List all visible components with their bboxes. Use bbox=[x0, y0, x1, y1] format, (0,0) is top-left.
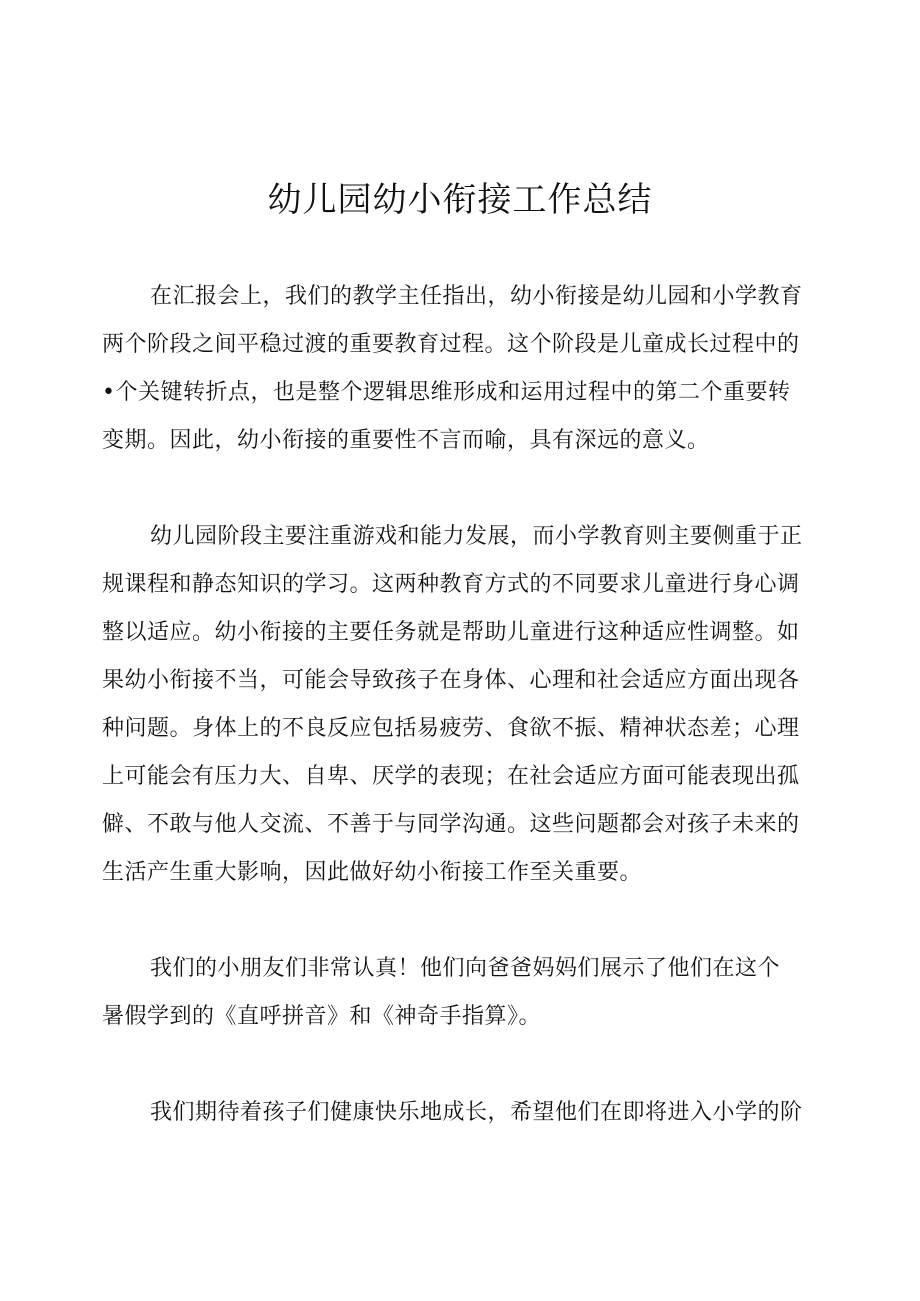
paragraph-line: 在汇报会上，我们的教学主任指出，幼小衔接是幼儿园和小学教育 bbox=[150, 284, 803, 309]
paragraph-line: 整以适应。幼小衔接的主要任务就是帮助儿童进行这种适应性调整。如 bbox=[102, 620, 800, 645]
paragraph-line: 上可能会有压力大、自卑、厌学的表现；在社会适应方面可能表现出孤 bbox=[102, 764, 800, 789]
paragraph-line: 我们期待着孩子们健康快乐地成长，希望他们在即将进入小学的阶 bbox=[150, 1100, 803, 1125]
paragraph-line: 幼儿园阶段主要注重游戏和能力发展，而小学教育则主要侧重于正 bbox=[150, 524, 803, 549]
paragraph-line: 我们的小朋友们非常认真！他们向爸爸妈妈们展示了他们在这个 bbox=[150, 956, 781, 981]
paragraph-line: 僻、不敢与他人交流、不善于与同学沟通。这些问题都会对孩子未来的 bbox=[102, 812, 800, 837]
paragraph-line: 果幼小衔接不当，可能会导致孩子在身体、心理和社会适应方面出现各 bbox=[102, 668, 800, 693]
paragraph-line: 暑假学到的《直呼拼音》和《神奇手指算》。 bbox=[102, 1004, 542, 1029]
paragraph-line: 两个阶段之间平稳过渡的重要教育过程。这个阶段是儿童成长过程中的 bbox=[102, 332, 800, 357]
paragraph-line: 生活产生重大影响，因此做好幼小衔接工作至关重要。 bbox=[102, 860, 643, 885]
paragraph-3 bbox=[102, 945, 818, 1041]
paragraph-1 bbox=[102, 273, 818, 465]
paragraph-line: 种问题。身体上的不良反应包括易疲劳、食欲不振、精神状态差；心理 bbox=[102, 716, 800, 741]
paragraph-line: 变期。因此，幼小衔接的重要性不言而喻，具有深远的意义。 bbox=[102, 428, 710, 453]
paragraph-2 bbox=[102, 513, 818, 897]
paragraph-4 bbox=[102, 1089, 818, 1137]
paragraph-line: 规课程和静态知识的学习。这两种教育方式的不同要求儿童进行身心调 bbox=[102, 572, 800, 597]
document-title: 幼儿园幼小衔接工作总结 bbox=[267, 180, 653, 220]
paragraph-line: •个关键转折点，也是整个逻辑思维形成和运用过程中的第二个重要转 bbox=[102, 380, 791, 405]
